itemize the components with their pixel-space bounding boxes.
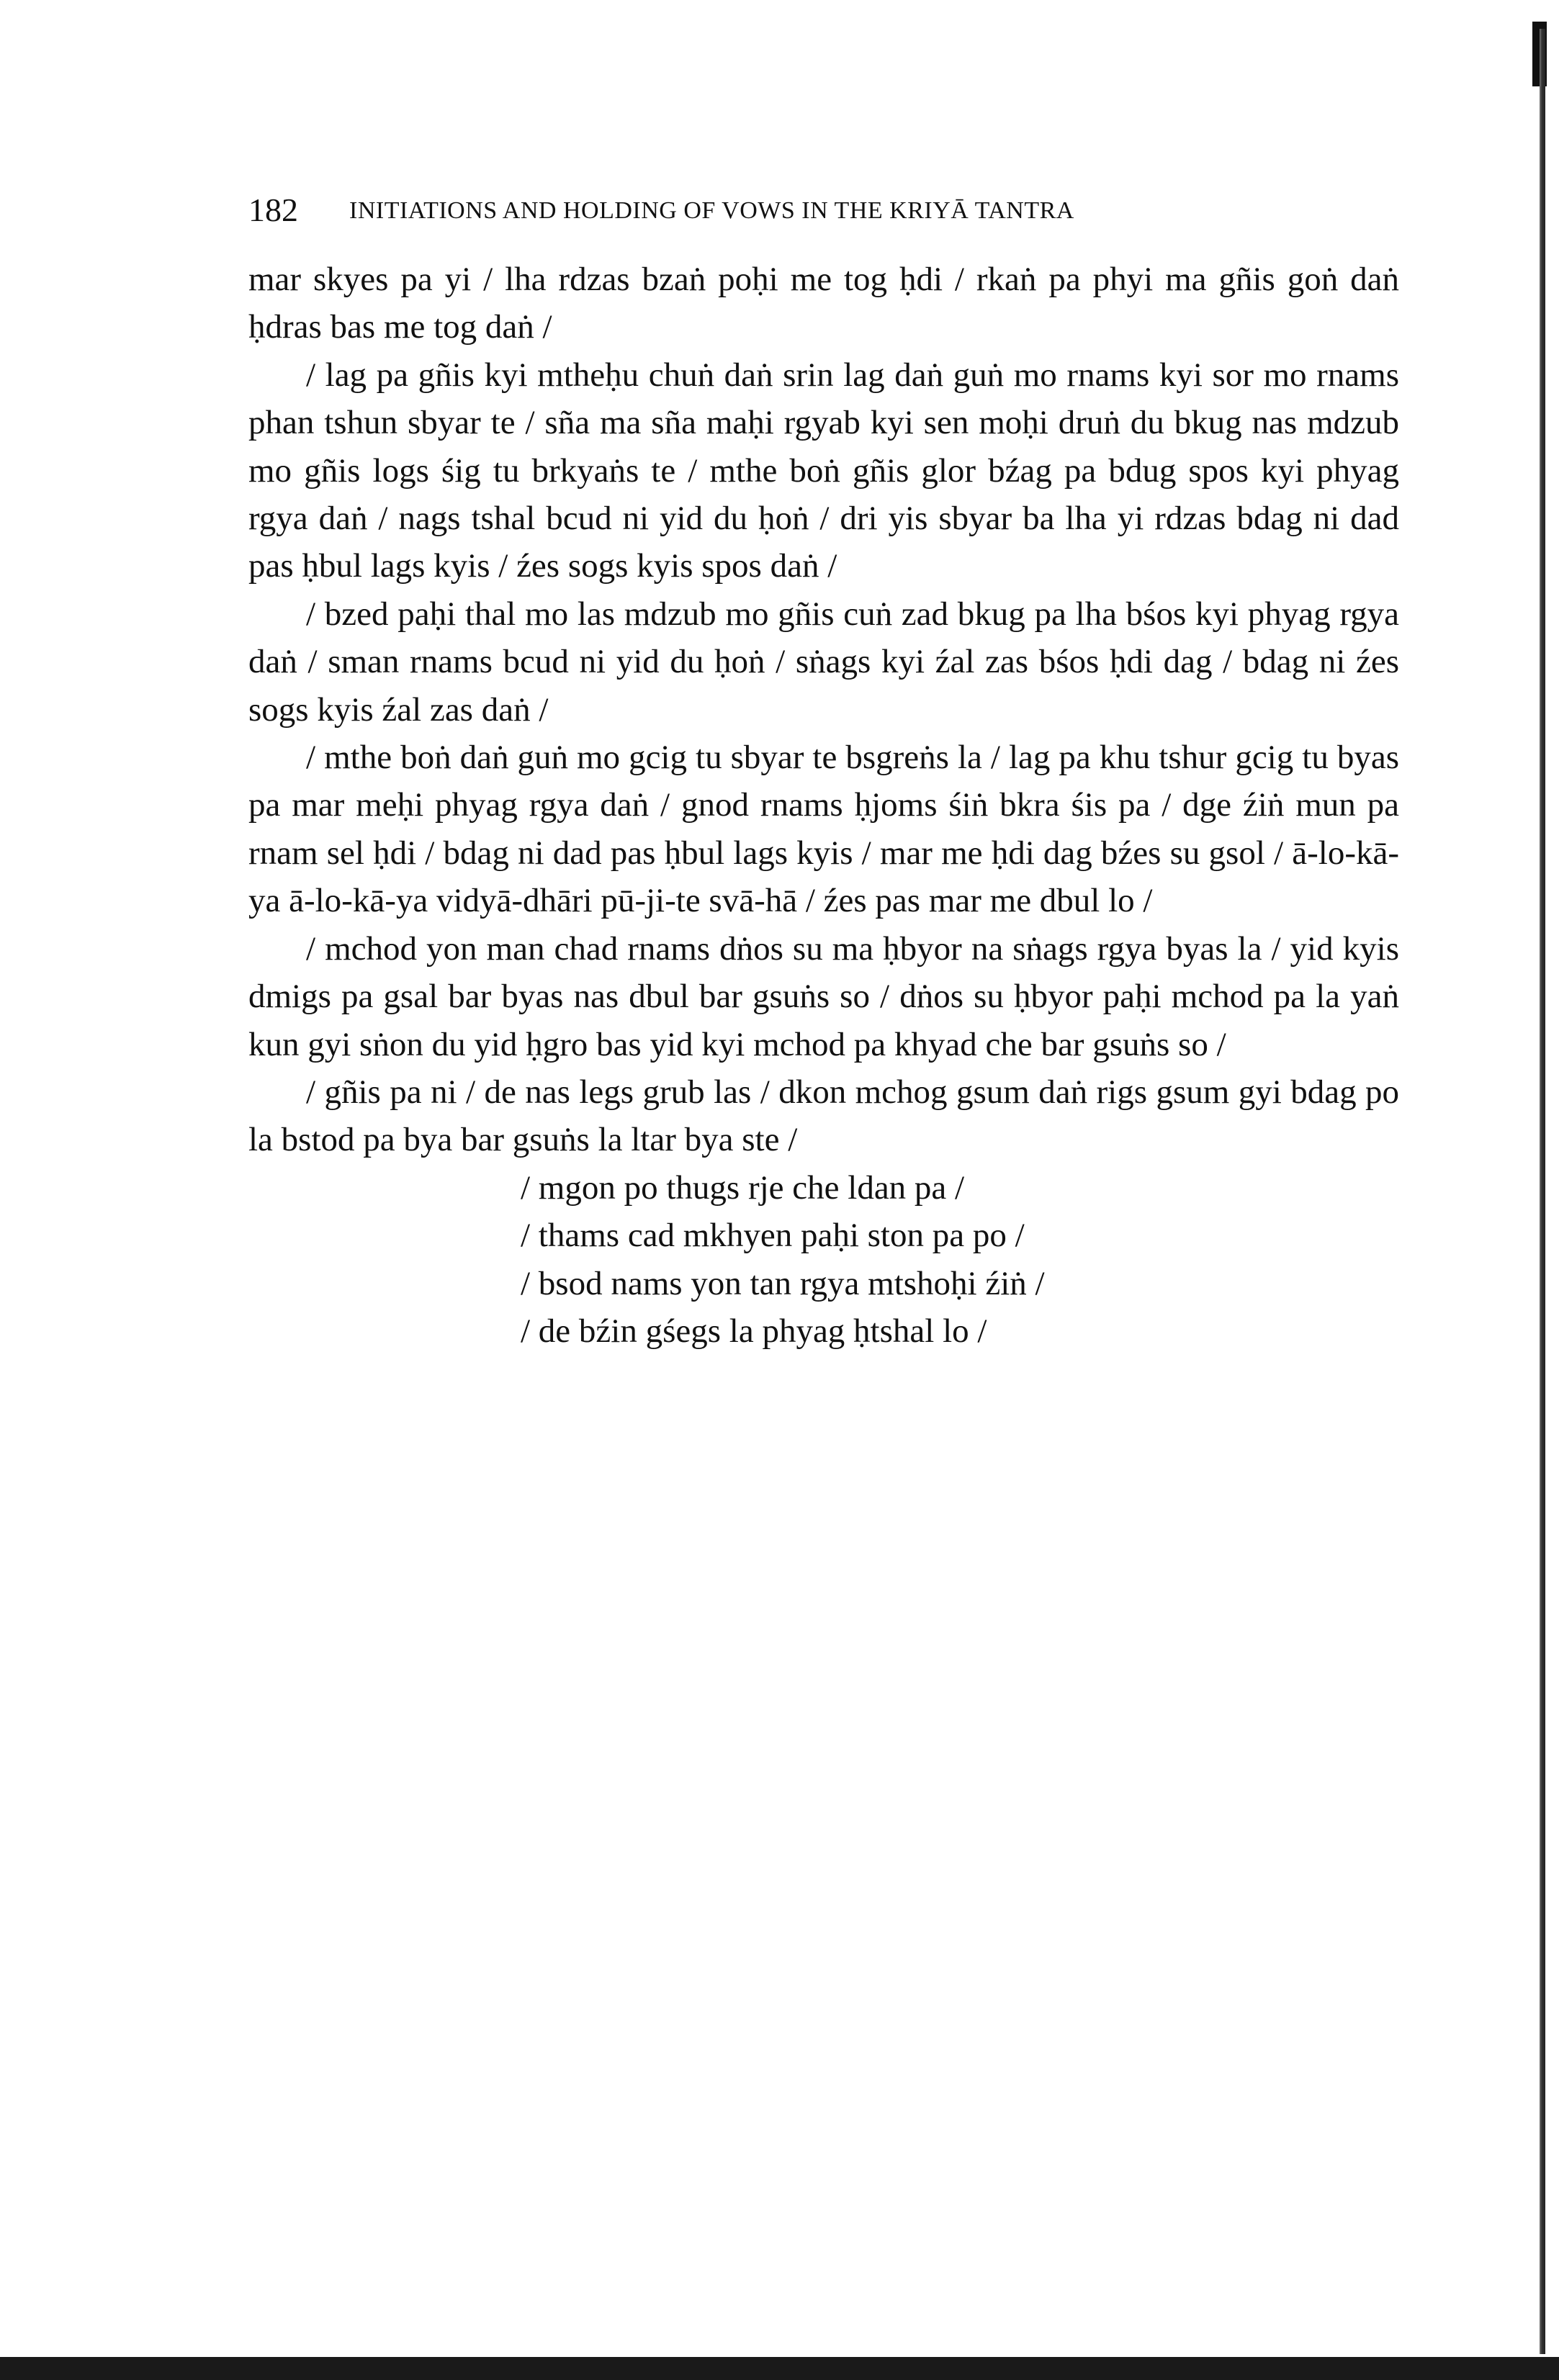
body-text — [248, 256, 1399, 1355]
verse-line-3: / bsod nams yon tan rgya mtshoḥi źiṅ / — [521, 1264, 1045, 1302]
verse-line-4: / de bźin gśegs la phyag ḥtshal lo / — [521, 1312, 987, 1350]
paragraph-3: / bzed paḥi thal mo las mdzub mo gñis cuṅ zad bkug pa lha bśos kyi phyag rgya daṅ / sman rnams bcud ni yid du ḥoṅ / sṅags kyi źal zas bśos ḥdi dag / bdag ni źes sogs kyis źal zas daṅ / — [248, 595, 1399, 729]
verse-line-1: / mgon po thugs rje che ldan pa / — [521, 1168, 965, 1207]
page-header — [248, 189, 1415, 232]
paragraph-5: / mchod yon man chad rnams dṅos su ma ḥbyor na sṅags rgya byas la / yid kyis dmigs pa gsal bar byas nas dbul bar gsuṅs so / dṅos su ḥbyor paḥi mchod pa la yaṅ kun gyi sṅon du yid ḥgro bas yid kyi mchod pa khyad che bar gsuṅs so / — [248, 929, 1399, 1063]
paragraph-4: / mthe boṅ daṅ guṅ mo gcig tu sbyar te bsgreṅs la / lag pa khu tshur gcig tu byas pa mar meḥi phyag rgya daṅ / gnod rnams ḥjoms śiṅ bkra śis pa / dge źiṅ mun pa rnam sel ḥdi / bdag ni dad pas ḥbul lags kyis / mar me ḥdi dag bźes su gsol / ā-lo-kā-ya ā-lo-kā-ya vidyā-dhāri pū-ji-te svā-hā / źes pas mar me dbul lo / — [248, 739, 1399, 920]
verse-block — [248, 1164, 1399, 1356]
scan-edge-bar — [1540, 29, 1545, 2354]
paragraph-6: / gñis pa ni / de nas legs grub las / dkon mchog gsum daṅ rigs gsum gyi bdag po la bstod pa bya bar gsuṅs la ltar bya ste / — [248, 1073, 1399, 1159]
verse-line-2: / thams cad mkhyen paḥi ston pa po / — [521, 1217, 1025, 1255]
page-number: 182 — [248, 191, 298, 228]
scan-bottom-edge — [0, 2357, 1559, 2380]
paragraph-2: / lag pa gñis kyi mtheḥu chuṅ daṅ srin lag daṅ guṅ mo rnams kyi sor mo rnams phan tshun sbyar te / sña ma sña maḥi rgyab kyi sen moḥi druṅ du bkug nas mdzub mo gñis logs śig tu brkyaṅs te / mthe boṅ gñis glor bźag pa bdug spos kyi phyag rgya daṅ / nags tshal bcud ni yid du ḥoṅ / dri yis sbyar ba lha yi rdzas bdag ni dad pas ḥbul lags kyis / źes sogs kyis spos daṅ / — [248, 356, 1399, 585]
running-head: INITIATIONS AND HOLDING OF VOWS IN THE KRIYĀ TANTRA — [349, 197, 1074, 224]
paragraph-1: mar skyes pa yi / lha rdzas bzaṅ poḥi me tog ḥdi / rkaṅ pa phyi ma gñis goṅ daṅ ḥdras bas me tog daṅ / — [248, 261, 1399, 346]
